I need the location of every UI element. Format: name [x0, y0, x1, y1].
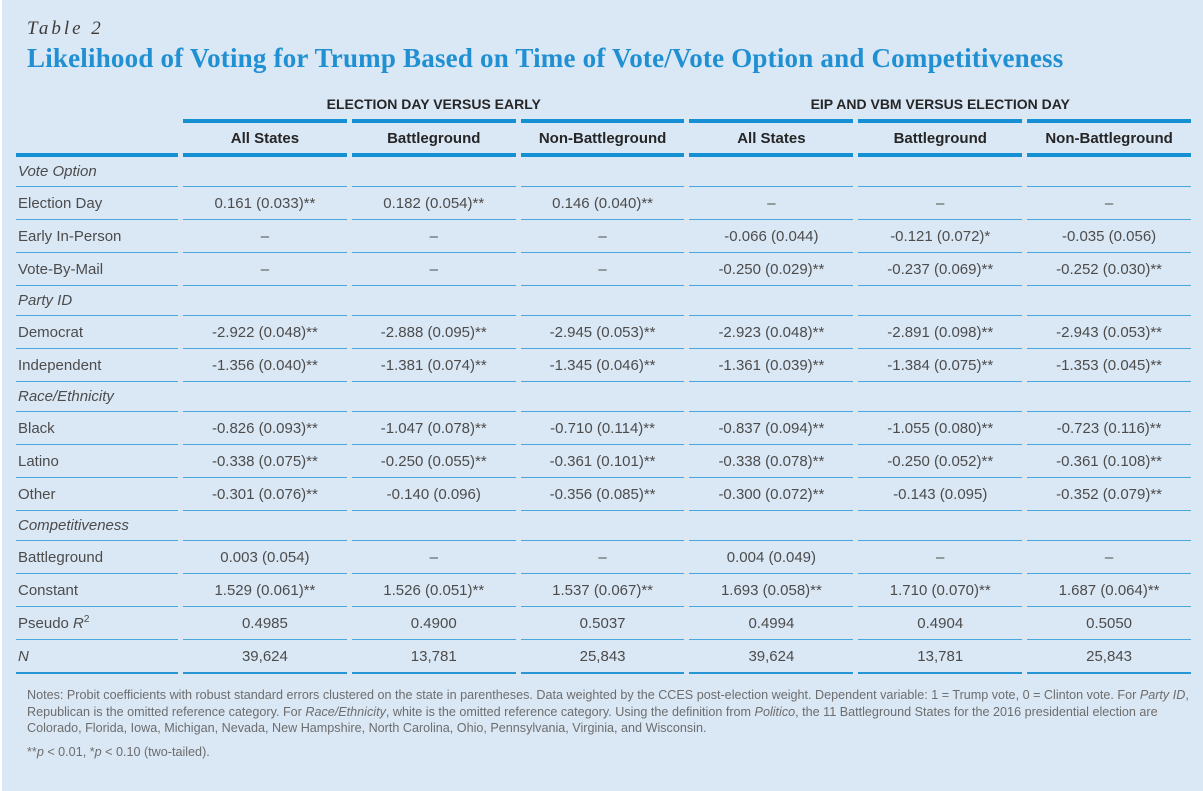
value-cell: -0.837 (0.094)** [689, 412, 853, 445]
value-cell: -0.121 (0.072)* [858, 220, 1022, 253]
value-cell: 0.146 (0.040)** [521, 187, 685, 220]
value-cell: 0.004 (0.049) [689, 541, 853, 574]
value-cell: 0.4900 [352, 607, 516, 640]
table-row [16, 157, 1191, 187]
value-cell: -0.066 (0.044) [689, 220, 853, 253]
value-cell: -2.891 (0.098)** [858, 316, 1022, 349]
value-cell: -1.345 (0.046)** [521, 349, 685, 382]
value-cell: 1.529 (0.061)** [183, 574, 347, 607]
table-row [16, 316, 1191, 349]
value-cell: 0.4994 [689, 607, 853, 640]
row-label: Early In-Person [16, 220, 178, 253]
page-title: Likelihood of Voting for Trump Based on Time of Vote/Vote Option and Competitiveness [27, 43, 1064, 73]
column-group-election-day-versus-early: ELECTION DAY VERSUS EARLY [326, 96, 541, 112]
value-cell: -1.047 (0.078)** [352, 412, 516, 445]
value-cell: 1.537 (0.067)** [521, 574, 685, 607]
value-cell: 39,624 [689, 640, 853, 674]
value-cell: -0.710 (0.114)** [521, 412, 685, 445]
value-cell: -0.723 (0.116)** [1027, 412, 1191, 445]
value-cell [689, 286, 853, 316]
value-cell [183, 511, 347, 541]
value-cell [352, 157, 516, 187]
value-cell: – [1027, 541, 1191, 574]
note-paragraph: Notes: Probit coefficients with robust standard errors clustered on the state in parentheses. Data weighted by the CCES post-election weight. Dependent variable: 1 = Trump vote, 0 = Clinton vote. For Party ID, Republican is the omitted reference category. For Race/Ethnicity, white is the omitted reference category. Using the definition from Politico, the 11 Battleground States for the 2016 presidential election are Colorado, Florida, Iowa, Michigan, Nevada, New Hampshire, North Carolina, Ohio, Pennsylvania, Virginia, and Wisconsin. [27, 688, 1189, 736]
value-cell: – [521, 253, 685, 286]
value-cell: -0.252 (0.030)** [1027, 253, 1191, 286]
column-header-battleground-1: Battleground [352, 119, 516, 157]
value-cell [689, 511, 853, 541]
value-cell [183, 286, 347, 316]
table-row [16, 253, 1191, 286]
corner-cell [16, 119, 178, 157]
value-cell: 1.693 (0.058)** [689, 574, 853, 607]
value-cell: -0.338 (0.078)** [689, 445, 853, 478]
column-header-non-battleground-2: Non-Battleground [1027, 119, 1191, 157]
value-cell: – [1027, 187, 1191, 220]
value-cell: -1.361 (0.039)** [689, 349, 853, 382]
table-row [16, 382, 1191, 412]
value-cell: -0.250 (0.055)** [352, 445, 516, 478]
table-row [16, 220, 1191, 253]
table-row [16, 349, 1191, 382]
value-cell: 25,843 [1027, 640, 1191, 674]
value-cell: -1.055 (0.080)** [858, 412, 1022, 445]
value-cell: -0.035 (0.056) [1027, 220, 1191, 253]
row-label: Independent [16, 349, 178, 382]
value-cell [1027, 511, 1191, 541]
table-body [16, 157, 1191, 674]
value-cell [1027, 286, 1191, 316]
value-cell [858, 511, 1022, 541]
value-cell: 13,781 [352, 640, 516, 674]
value-cell: 0.003 (0.054) [183, 541, 347, 574]
table-row [16, 607, 1191, 640]
value-cell: – [858, 541, 1022, 574]
value-cell: – [521, 541, 685, 574]
value-cell: – [352, 220, 516, 253]
row-label: Constant [16, 574, 178, 607]
column-header-battleground-2: Battleground [858, 119, 1022, 157]
value-cell [521, 157, 685, 187]
value-cell [521, 511, 685, 541]
value-cell: – [352, 541, 516, 574]
value-cell [1027, 157, 1191, 187]
table-row [16, 412, 1191, 445]
value-cell [352, 286, 516, 316]
value-cell: – [183, 253, 347, 286]
value-cell: -0.338 (0.075)** [183, 445, 347, 478]
table-row [16, 445, 1191, 478]
table-row [16, 574, 1191, 607]
value-cell [352, 382, 516, 412]
row-label: Competitiveness [16, 511, 178, 541]
row-label: Election Day [16, 187, 178, 220]
value-cell: -0.352 (0.079)** [1027, 478, 1191, 511]
value-cell [858, 382, 1022, 412]
table-number-label: Table 2 [27, 18, 104, 39]
value-cell: – [689, 187, 853, 220]
value-cell: -0.826 (0.093)** [183, 412, 347, 445]
value-cell: 39,624 [183, 640, 347, 674]
row-label: Black [16, 412, 178, 445]
value-cell: -0.356 (0.085)** [521, 478, 685, 511]
value-cell [183, 157, 347, 187]
row-label: Pseudo $R^2$ [16, 607, 178, 640]
value-cell: 1.687 (0.064)** [1027, 574, 1191, 607]
row-label: Other [16, 478, 178, 511]
value-cell: 0.5037 [521, 607, 685, 640]
value-cell: -2.888 (0.095)** [352, 316, 516, 349]
column-header-non-battleground-1: Non-Battleground [521, 119, 685, 157]
value-cell: 0.161 (0.033)** [183, 187, 347, 220]
table-row [16, 478, 1191, 511]
regression-table [11, 94, 1196, 674]
value-cell: – [521, 220, 685, 253]
value-cell: – [858, 187, 1022, 220]
value-cell [521, 382, 685, 412]
row-label: Race/Ethnicity [16, 382, 178, 412]
table-row [16, 511, 1191, 541]
value-cell: -2.922 (0.048)** [183, 316, 347, 349]
table-row [16, 187, 1191, 220]
value-cell: -2.945 (0.053)** [521, 316, 685, 349]
value-cell: -1.381 (0.074)** [352, 349, 516, 382]
value-cell: -2.923 (0.048)** [689, 316, 853, 349]
column-group-row [16, 94, 1191, 119]
row-label: Vote-By-Mail [16, 253, 178, 286]
value-cell: 13,781 [858, 640, 1022, 674]
value-cell: -0.301 (0.076)** [183, 478, 347, 511]
value-cell: -0.361 (0.101)** [521, 445, 685, 478]
value-cell: 0.182 (0.054)** [352, 187, 516, 220]
value-cell: -0.361 (0.108)** [1027, 445, 1191, 478]
value-cell [1027, 382, 1191, 412]
column-header-row [16, 119, 1191, 157]
corner-cell [16, 94, 178, 119]
value-cell: -0.250 (0.052)** [858, 445, 1022, 478]
value-cell: – [352, 253, 516, 286]
value-cell [183, 382, 347, 412]
value-cell: -0.143 (0.095) [858, 478, 1022, 511]
value-cell: -0.300 (0.072)** [689, 478, 853, 511]
value-cell: -2.943 (0.053)** [1027, 316, 1191, 349]
value-cell: -1.353 (0.045)** [1027, 349, 1191, 382]
value-cell: 25,843 [521, 640, 685, 674]
value-cell [352, 511, 516, 541]
column-group-eip-vbm-versus-election-day: EIP AND VBM VERSUS ELECTION DAY [810, 96, 1070, 112]
row-label: N [16, 640, 178, 674]
value-cell [858, 286, 1022, 316]
row-label: Party ID [16, 286, 178, 316]
note-paragraph: **p < 0.01, *p < 0.10 (two-tailed). [27, 744, 210, 759]
row-label: Vote Option [16, 157, 178, 187]
value-cell [858, 157, 1022, 187]
value-cell: 1.526 (0.051)** [352, 574, 516, 607]
value-cell: -1.384 (0.075)** [858, 349, 1022, 382]
value-cell: -0.237 (0.069)** [858, 253, 1022, 286]
value-cell [521, 286, 685, 316]
value-cell: – [183, 220, 347, 253]
row-label: Latino [16, 445, 178, 478]
value-cell: 0.4904 [858, 607, 1022, 640]
column-header-all-states-2: All States [689, 119, 853, 157]
value-cell: 0.4985 [183, 607, 347, 640]
value-cell [689, 157, 853, 187]
table-row [16, 541, 1191, 574]
row-label: Democrat [16, 316, 178, 349]
column-header-all-states-1: All States [183, 119, 347, 157]
row-label: Battleground [16, 541, 178, 574]
value-cell: -0.140 (0.096) [352, 478, 516, 511]
value-cell: 1.710 (0.070)** [858, 574, 1022, 607]
notes [27, 687, 1195, 760]
value-cell: -0.250 (0.029)** [689, 253, 853, 286]
table-row [16, 640, 1191, 674]
value-cell: 0.5050 [1027, 607, 1191, 640]
value-cell: -1.356 (0.040)** [183, 349, 347, 382]
table-row [16, 286, 1191, 316]
value-cell [689, 382, 853, 412]
